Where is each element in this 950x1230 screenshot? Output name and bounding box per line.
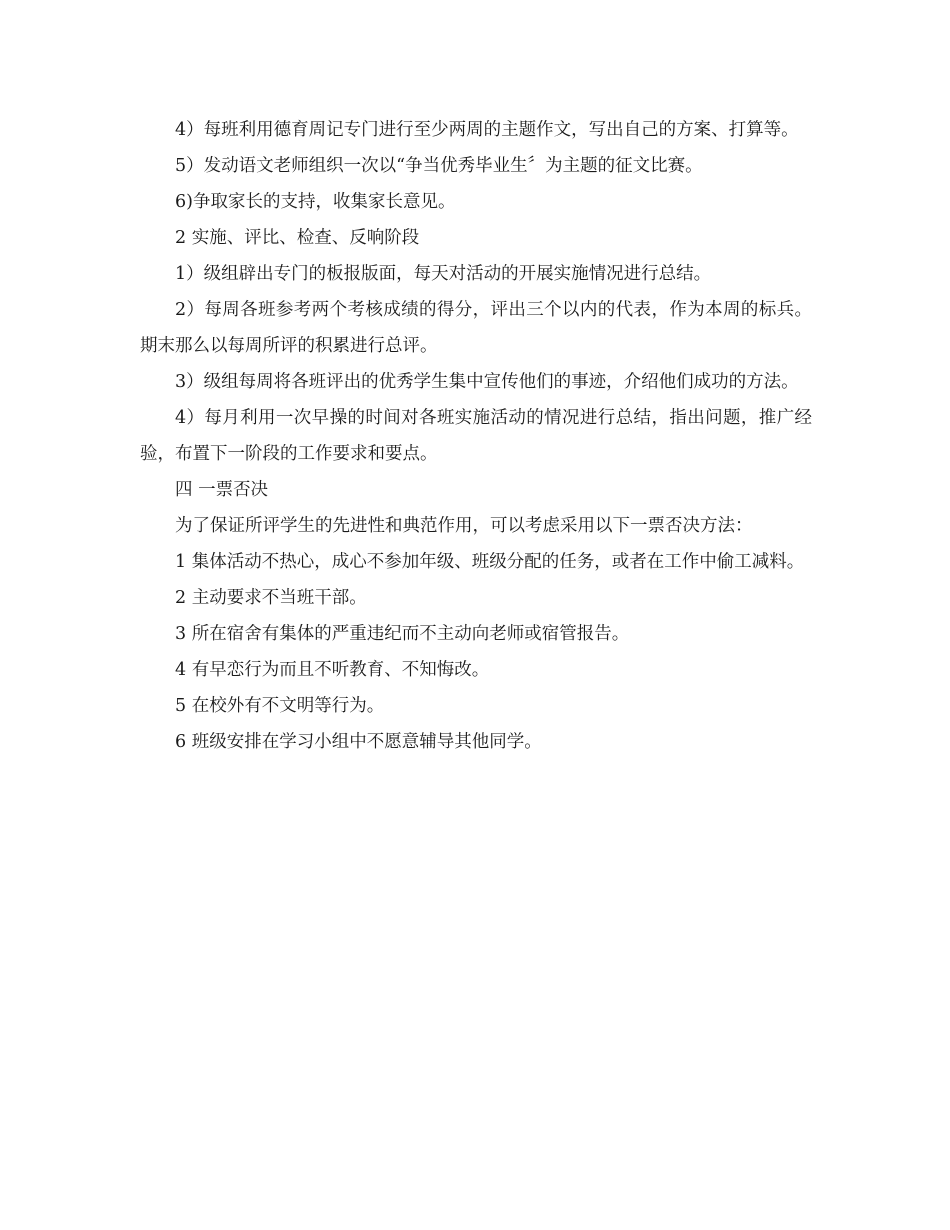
document-body (140, 112, 812, 760)
veto-item-2: 2 主动要求不当班干部。 (175, 588, 367, 608)
veto-item-3: 3 所在宿舍有集体的严重违纪而不主动向老师或宿管报告。 (175, 624, 630, 644)
veto-item-6: 6 班级安排在学习小组中不愿意辅导其他同学。 (175, 732, 542, 752)
veto-item-1: 1 集体活动不热心，成心不参加年级、班级分配的任务，或者在工作中偷工减料。 (175, 552, 805, 572)
veto-item-5: 5 在校外有不文明等行为。 (175, 696, 385, 716)
section-heading-veto: 四 一票否决 (175, 480, 269, 500)
paragraph-monthly-summary: 4）每月利用一次早操的时间对各班实施活动的情况进行总结，指出问题，推广经验，布置下一阶段的工作要求和要点。 (140, 408, 812, 464)
section-heading-implementation: 2 实施、评比、检查、反响阶段 (175, 228, 420, 248)
veto-item-4: 4 有早恋行为而且不听教育、不知悔改。 (175, 660, 490, 680)
paragraph-veto-intro: 为了保证所评学生的先进性和典范作用，可以考虑采用以下一票否决方法： (175, 516, 753, 536)
paragraph-weekly-model: 2）每周各班参考两个考核成绩的得分，评出三个以内的代表，作为本周的标兵。期末那么以每周所评的积累进行总评。 (140, 300, 812, 356)
paragraph-publicity: 3）级组每周将各班评出的优秀学生集中宣传他们的事迹，介绍他们成功的方法。 (175, 372, 799, 392)
paragraph-weekly-essay: 4）每班利用德育周记专门进行至少两周的主题作文，写出自己的方案、打算等。 (175, 120, 799, 140)
paragraph-blackboard-summary: 1）级组辟出专门的板报版面，每天对活动的开展实施情况进行总结。 (175, 264, 712, 284)
paragraph-parent-support: 6)争取家长的支持，收集家长意见。 (175, 192, 456, 212)
paragraph-essay-contest: 5）发动语文老师组织一次以“争当优秀毕业生〞为主题的征文比赛。 (175, 156, 703, 176)
